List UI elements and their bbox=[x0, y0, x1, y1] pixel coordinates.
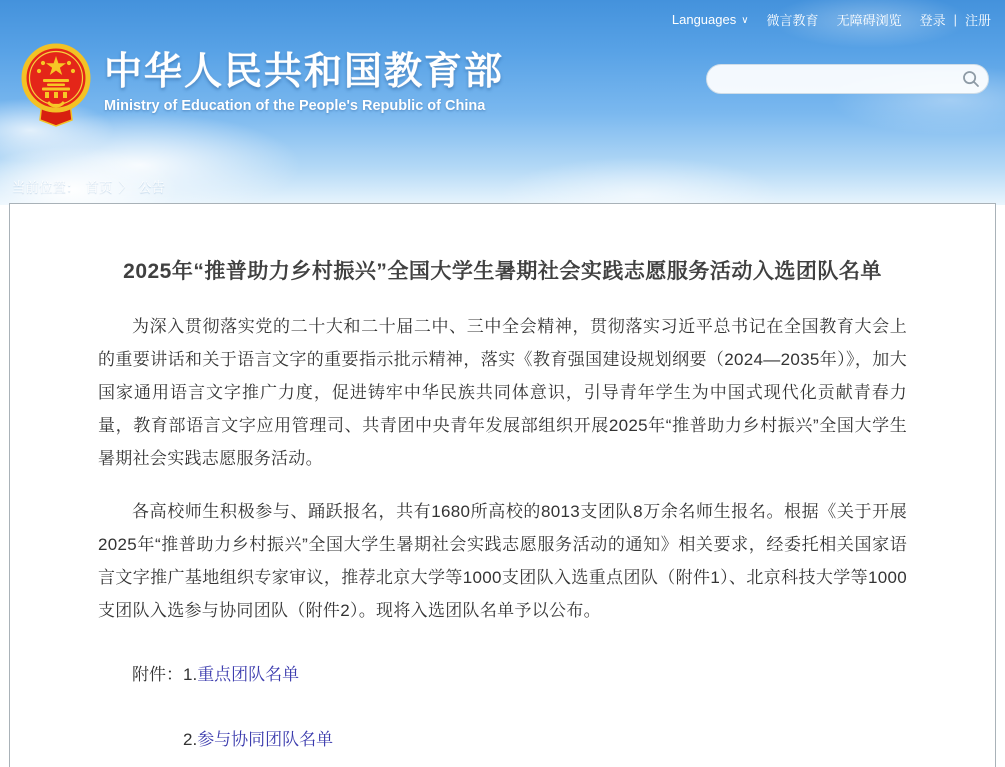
auth-links bbox=[920, 10, 991, 29]
article-paragraph-1: 为深入贯彻落实党的二十大和二十届二中、三中全会精神，贯彻落实习近平总书记在全国教育大会上的重要讲话和关于语言文字的重要指示批示精神，落实《教育强国建设规划纲要（2024—2035年）》，加大国家通用语言文字推广力度，促进铸牢中华民族共同体意识，引导青年学生为中国式现代化贡献青春力量，教育部语言文字应用管理司、共青团中央青年发展部组织开展2025年“推普助力乡村振兴”全国大学生暑期社会实践志愿服务活动。 bbox=[98, 317, 907, 468]
attachment-item-2 bbox=[183, 723, 333, 756]
login-link[interactable]: 登录 bbox=[919, 13, 946, 28]
breadcrumb-separator: 〉 bbox=[118, 180, 132, 195]
site-title: 中华人民共和国教育部 bbox=[104, 51, 505, 93]
auth-divider: | bbox=[953, 12, 957, 27]
register-link[interactable]: 注册 bbox=[964, 13, 991, 28]
search-box bbox=[706, 64, 989, 94]
attachment-1-link[interactable]: 重点团队名单 bbox=[197, 665, 300, 684]
chevron-down-icon: ∨ bbox=[741, 15, 749, 26]
breadcrumb bbox=[12, 176, 165, 196]
sky-header-background bbox=[0, 0, 1005, 205]
attachment-1-prefix: 1. bbox=[183, 665, 198, 684]
article-title: 2025年“推普助力乡村振兴”全国大学生暑期社会实践志愿服务活动入选团队名单 bbox=[123, 260, 882, 283]
breadcrumb-label: 当前位置： bbox=[12, 180, 80, 195]
site-brand bbox=[18, 42, 504, 130]
breadcrumb-current-link[interactable]: 公告 bbox=[138, 180, 165, 195]
site-subtitle: Ministry of Education of the People's Republic of China bbox=[104, 98, 486, 114]
languages-label: Languages bbox=[671, 12, 737, 27]
search-input[interactable] bbox=[707, 66, 954, 92]
brand-text bbox=[104, 42, 504, 114]
attachment-2-link[interactable]: 参与协同团队名单 bbox=[197, 730, 334, 749]
attachment-item-1 bbox=[183, 658, 333, 691]
attachments-block bbox=[98, 658, 907, 756]
top-utility-bar bbox=[672, 10, 991, 29]
accessibility-link[interactable]: 无障碍浏览 bbox=[836, 13, 902, 28]
article-paragraph-2: 各高校师生积极参与、踊跃报名，共有1680所高校的8013支团队8万余名师生报名。根据《关于开展2025年“推普助力乡村振兴”全国大学生暑期社会实践志愿服务活动的通知》相关要求，经委托相关国家语言文字推广基地组织专家审议，推荐北京大学等1000支团队入选重点团队（附件1）、北京科技大学等1000支团队入选参与协同团队（附件2）。现将入选团队名单予以公布。 bbox=[98, 502, 907, 620]
breadcrumb-home-link[interactable]: 首页 bbox=[85, 180, 113, 195]
attachments-label: 附件： bbox=[132, 665, 183, 684]
attachment-2-prefix: 2. bbox=[183, 730, 198, 749]
search-button[interactable] bbox=[954, 65, 988, 93]
search-icon bbox=[961, 69, 981, 89]
article bbox=[10, 204, 995, 756]
languages-dropdown[interactable] bbox=[672, 12, 749, 27]
content-card bbox=[9, 203, 996, 767]
weiyan-jiaoyu-link[interactable]: 微言教育 bbox=[766, 13, 819, 28]
national-emblem-logo bbox=[18, 42, 94, 130]
attachments-list bbox=[183, 658, 333, 756]
